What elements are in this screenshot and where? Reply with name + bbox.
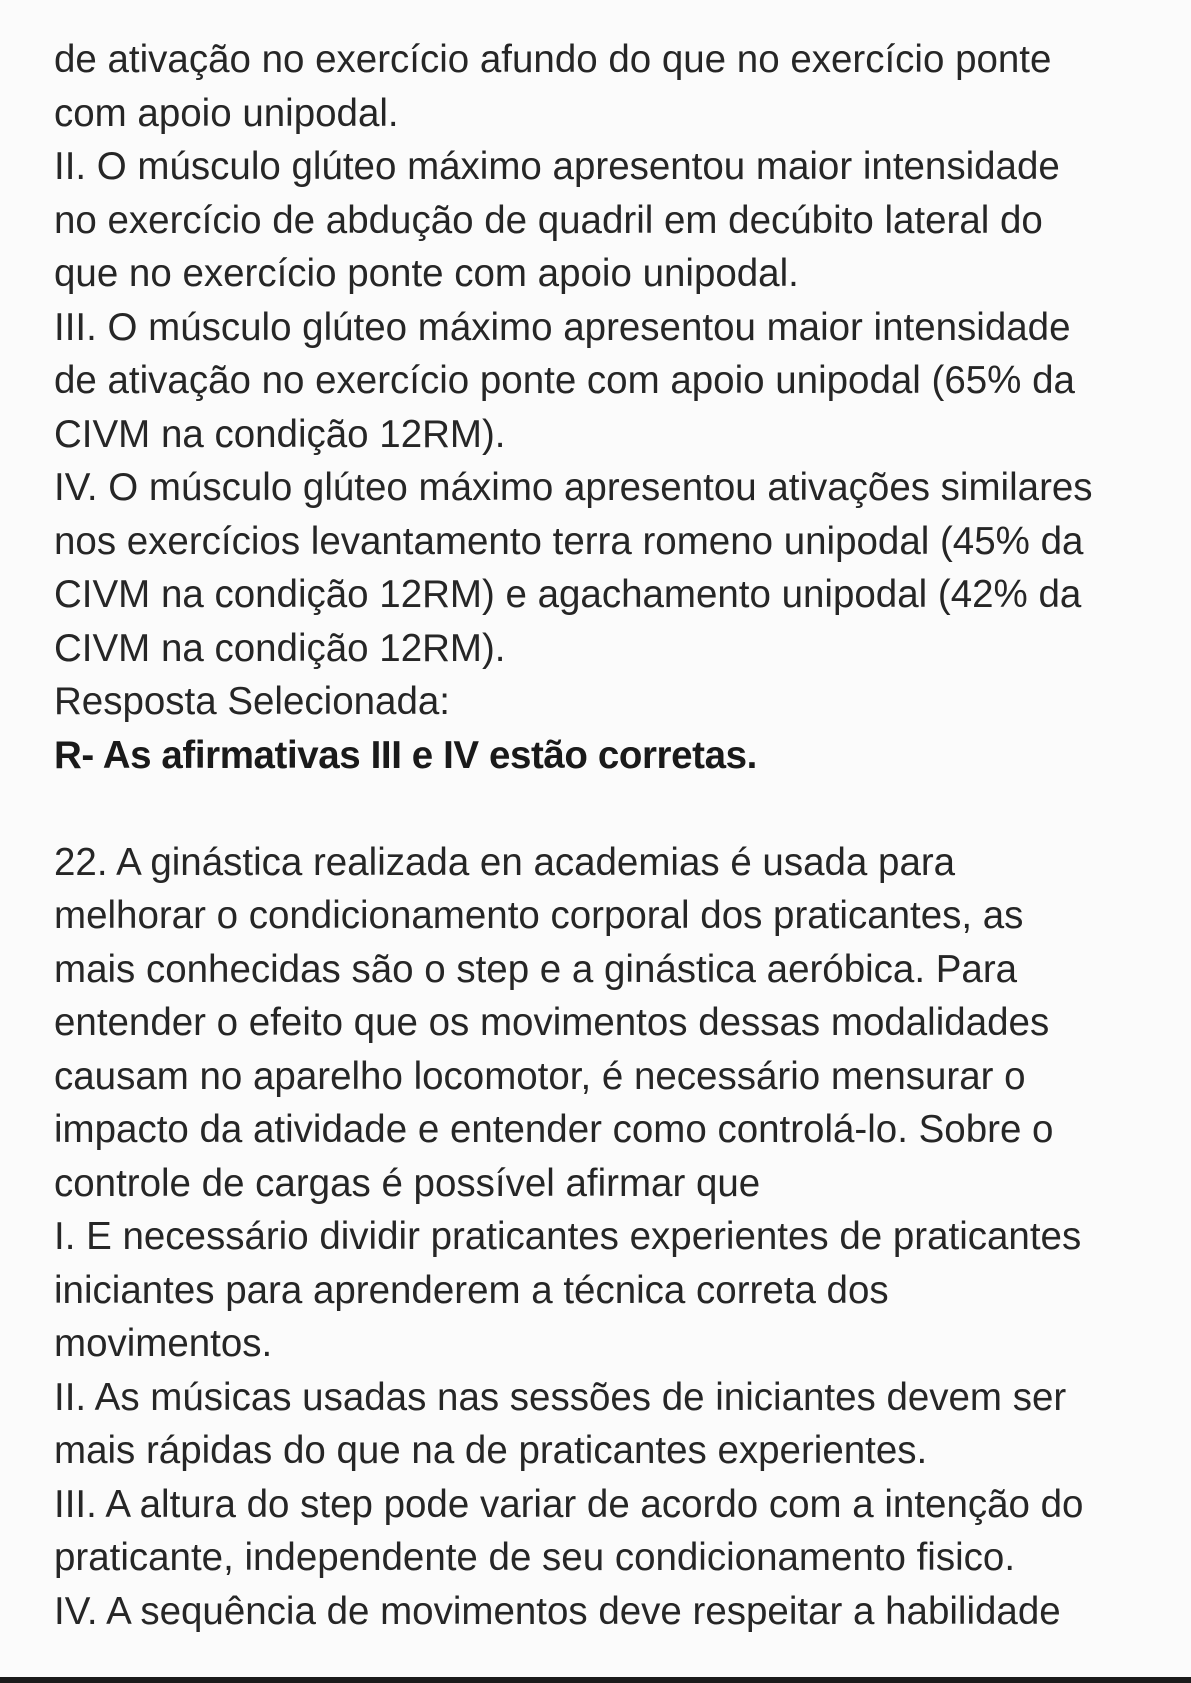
text-line: mais conhecidas são o step e a ginástica aeróbica. Para <box>54 947 1018 991</box>
text-line: melhorar o condicionamento corporal dos praticantes, as <box>54 894 1024 937</box>
text-line: controle de cargas é possível afirmar que <box>54 1161 761 1205</box>
selected-answer <box>54 675 1164 782</box>
statement-ii-line: II. As músicas usadas nas sessões de iniciantes devem ser <box>54 1375 1067 1419</box>
text-line: iniciantes para aprenderem a técnica correta dos <box>54 1268 889 1312</box>
text-line: mais rápidas do que na de praticantes experientes. <box>54 1429 928 1472</box>
statement-iv-line: IV. A sequência de movimentos deve respeitar a habilidade <box>54 1589 1061 1633</box>
question-21-tail <box>54 33 1164 675</box>
document-text <box>54 33 1164 1638</box>
text-line: CIVM na condição 12RM) e agachamento unipodal (42% da <box>54 573 1082 616</box>
text-line: causam no aparelho locomotor, é necessário mensurar o <box>54 1054 1026 1098</box>
statement-iii-line: III. A altura do step pode variar de acordo com a intenção do <box>54 1482 1084 1526</box>
statement-i-line: I. E necessário dividir praticantes experientes de praticantes <box>54 1215 1082 1258</box>
paragraph-spacer <box>54 782 1164 836</box>
text-line: entender o efeito que os movimentos dessas modalidades <box>54 1001 1050 1044</box>
answer-text: R- As afirmativas III e IV estão corretas. <box>54 733 757 777</box>
bottom-edge-bar <box>0 1677 1191 1683</box>
text-line: no exercício de abdução de quadril em decúbito lateral do <box>54 198 1043 242</box>
text-line: CIVM na condição 12RM). <box>54 626 506 670</box>
text-line: que no exercício ponte com apoio unipodal. <box>54 252 799 295</box>
text-line: movimentos. <box>54 1322 273 1365</box>
statement-iv-line: IV. O músculo glúteo máximo apresentou ativações similares <box>54 466 1093 509</box>
text-line: praticante, independente de seu condicionamento fisico. <box>54 1536 1016 1579</box>
text-line: de ativação no exercício ponte com apoio unipodal (65% da <box>54 359 1075 402</box>
text-line: de ativação no exercício afundo do que no exercício ponte <box>54 38 1052 81</box>
text-line: com apoio unipodal. <box>54 91 399 135</box>
text-line: nos exercícios levantamento terra romeno unipodal (45% da <box>54 519 1084 563</box>
statement-iii-line: III. O músculo glúteo máximo apresentou maior intensidade <box>54 305 1071 349</box>
statement-ii-line: II. O músculo glúteo máximo apresentou maior intensidade <box>54 145 1060 188</box>
text-line: CIVM na condição 12RM). <box>54 412 506 456</box>
answer-label: Resposta Selecionada: <box>54 680 450 723</box>
question-22-title-line: 22. A ginástica realizada en academias é usada para <box>54 840 956 884</box>
question-22 <box>54 836 1164 1639</box>
text-line: impacto da atividade e entender como controlá-lo. Sobre o <box>54 1108 1054 1151</box>
